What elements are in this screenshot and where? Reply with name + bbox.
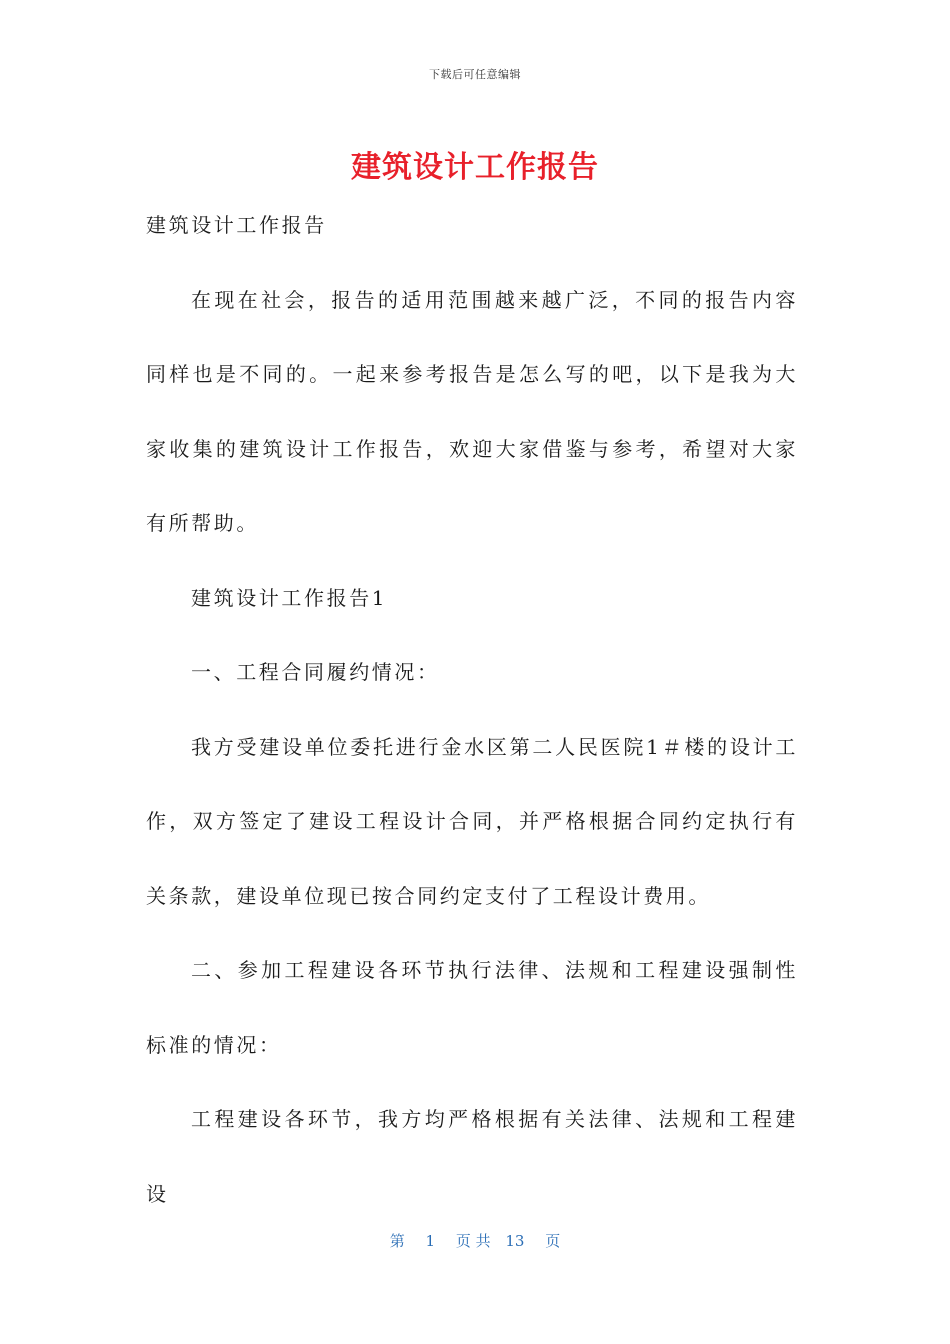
- footer-current-page: 1: [425, 1232, 436, 1250]
- footer-label-page: 第: [389, 1232, 405, 1250]
- paragraph-section-one-heading: 一、工程合同履约情况：: [191, 660, 440, 684]
- footer-label-pages: 页: [545, 1232, 561, 1250]
- paragraph-section-one-body: 我方受建设单位委托进行金水区第二人民医院1＃楼的设计工作，双方签定了建设工程设计合同，并严格根据合同约定执行有关条款，建设单位现已按合同约定支付了工程设计费用。: [146, 734, 798, 908]
- page-header-note: 下载后可任意编辑: [429, 68, 521, 81]
- document-body: [146, 188, 798, 1231]
- paragraph-subtitle: 建筑设计工作报告: [146, 213, 327, 237]
- footer-label-of: 页 共: [455, 1232, 491, 1250]
- paragraph-intro: 在现在社会，报告的适用范围越来越广泛，不同的报告内容同样也是不同的。一起来参考报告是怎么写的吧，以下是我为大家收集的建筑设计工作报告，欢迎大家借鉴与参考，希望对大家有所帮助。: [146, 287, 798, 535]
- paragraph-section-two-body: 工程建设各环节，我方均严格根据有关法律、法规和工程建设: [146, 1107, 798, 1206]
- footer-total-pages: 13: [505, 1232, 525, 1250]
- paragraph-section-two-heading: 二、参加工程建设各环节执行法律、法规和工程建设强制性标准的情况：: [146, 958, 798, 1057]
- document-title: 建筑设计工作报告: [351, 150, 599, 185]
- paragraph-report-heading: 建筑设计工作报告1: [191, 585, 388, 610]
- page-footer: [0, 1230, 950, 1251]
